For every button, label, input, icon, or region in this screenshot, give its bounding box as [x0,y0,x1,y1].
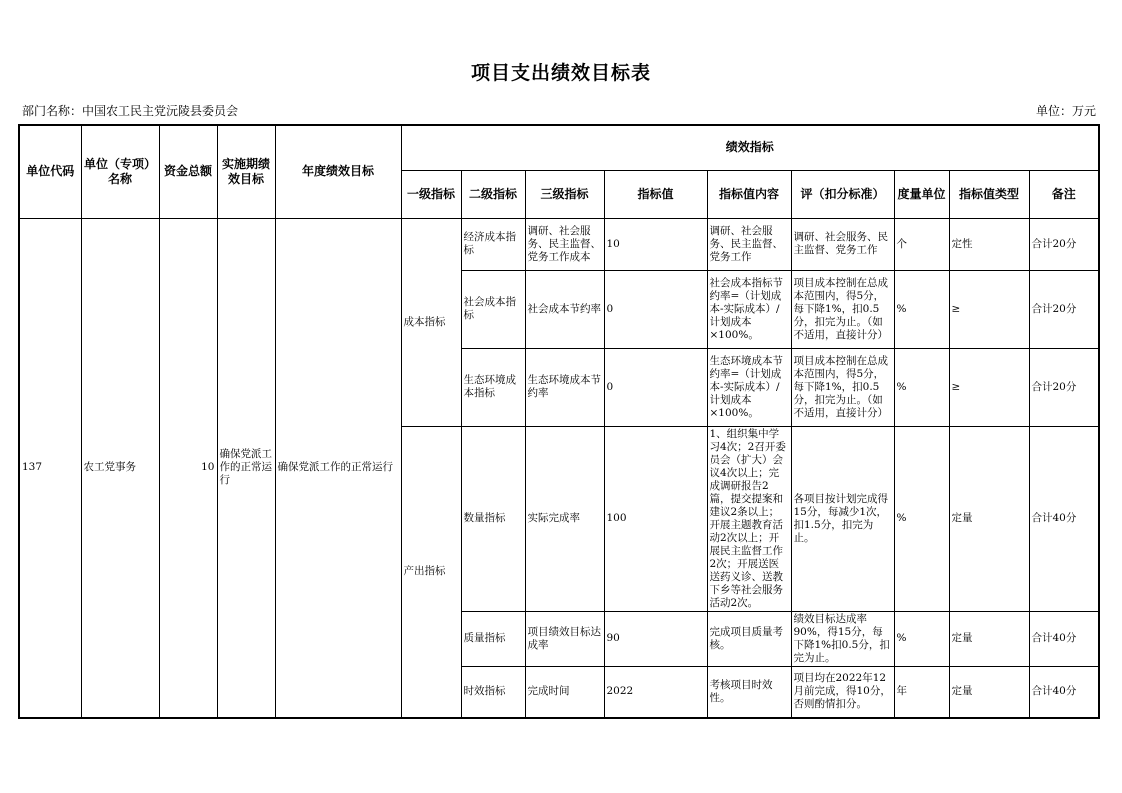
header-level1: 一级指标 [401,170,461,218]
unit-code-cell: 137 [19,218,81,718]
group-output-cell: 产出指标 [401,426,461,718]
level2-cell: 质量指标 [461,611,525,666]
group-cost-cell: 成本指标 [401,218,461,426]
value-type-cell: 定量 [949,426,1029,611]
remark-cell: 合计40分 [1029,611,1099,666]
score-cell: 项目成本控制在总成本范围内，得5分，每下降1%，扣0.5分，扣完为止。（如不适用，直接计分） [791,270,894,348]
score-cell: 绩效目标达成率90%，得15分，每下降1%扣0.5分，扣完为止。 [791,611,894,666]
score-cell: 项目均在2022年12月前完成，得10分，否则酌情扣分。 [791,666,894,718]
measure-unit-cell: % [894,348,949,426]
header-impl-goal: 实施期绩效目标 [217,125,275,218]
content-cell: 社会成本指标节约率=（计划成本-实际成本）/计划成本×100%。 [707,270,791,348]
level2-cell: 数量指标 [461,426,525,611]
value-cell: 10 [604,218,707,270]
measure-unit-cell: 个 [894,218,949,270]
value-cell: 0 [604,348,707,426]
remark-cell: 合计20分 [1029,270,1099,348]
value-type-cell: ≥ [949,348,1029,426]
header-level2: 二级指标 [461,170,525,218]
measure-unit-cell: 年 [894,666,949,718]
score-cell: 各项目按计划完成得15分，每减少1次，扣1.5分，扣完为止。 [791,426,894,611]
performance-table [18,124,1100,719]
page-title: 项目支出绩效目标表 [470,62,651,84]
level2-cell: 生态环境成本指标 [461,348,525,426]
department-name: 部门名称：中国农工民主党沅陵县委员会 [22,104,239,118]
header-annual-goal: 年度绩效目标 [275,125,401,218]
remark-cell: 合计20分 [1029,218,1099,270]
measure-unit-cell: % [894,426,949,611]
level3-cell: 项目绩效目标达成率 [525,611,604,666]
unit-name-cell: 农工党事务 [81,218,159,718]
impl-goal-cell: 确保党派工作的正常运行 [217,218,275,718]
table-row [19,218,1099,270]
value-type-cell: 定量 [949,611,1029,666]
header-indicators: 绩效指标 [401,125,1099,170]
value-type-cell: ≥ [949,270,1029,348]
level2-cell: 社会成本指标 [461,270,525,348]
content-cell: 1、组织集中学习4次；2召开委员会（扩大）会议4次以上；完成调研报告2篇，提交提案和建议2条以上；开展主题教育活动2次以上；开展民主监督工作2次；开展送医送药义诊、送教下乡等社会服务活动2次。 [707,426,791,611]
level3-cell: 实际完成率 [525,426,604,611]
remark-cell: 合计20分 [1029,348,1099,426]
header-unit-name: 单位（专项）名称 [81,125,159,218]
level3-cell: 完成时间 [525,666,604,718]
content-cell: 生态环境成本节约率=（计划成本-实际成本）/计划成本×100%。 [707,348,791,426]
header-measure-unit: 度量单位 [894,170,949,218]
value-cell: 0 [604,270,707,348]
level3-cell: 生态环境成本节约率 [525,348,604,426]
score-cell: 调研、社会服务、民主监督、党务工作 [791,218,894,270]
annual-goal-cell: 确保党派工作的正常运行 [275,218,401,718]
level2-cell: 时效指标 [461,666,525,718]
measure-unit-cell: % [894,611,949,666]
level3-cell: 社会成本节约率 [525,270,604,348]
header-content: 指标值内容 [707,170,791,218]
content-cell: 考核项目时效性。 [707,666,791,718]
remark-cell: 合计40分 [1029,426,1099,611]
currency-unit: 单位：万元 [1035,104,1096,118]
value-cell: 90 [604,611,707,666]
header-remark: 备注 [1029,170,1099,218]
header-value: 指标值 [604,170,707,218]
score-cell: 项目成本控制在总成本范围内，得5分，每下降1%，扣0.5分，扣完为止。（如不适用，直接计分） [791,348,894,426]
content-cell: 调研、社会服务、民主监督、党务工作 [707,218,791,270]
content-cell: 完成项目质量考核。 [707,611,791,666]
header-fund-total: 资金总额 [159,125,217,218]
remark-cell: 合计40分 [1029,666,1099,718]
header-level3: 三级指标 [525,170,604,218]
header-score: 评（扣分标准） [791,170,894,218]
fund-total-cell: 10 [159,218,217,718]
measure-unit-cell: % [894,270,949,348]
header-unit-code: 单位代码 [19,125,81,218]
level3-cell: 调研、社会服务、民主监督、党务工作成本 [525,218,604,270]
header-value-type: 指标值类型 [949,170,1029,218]
value-type-cell: 定性 [949,218,1029,270]
value-type-cell: 定量 [949,666,1029,718]
value-cell: 2022 [604,666,707,718]
level2-cell: 经济成本指标 [461,218,525,270]
value-cell: 100 [604,426,707,611]
